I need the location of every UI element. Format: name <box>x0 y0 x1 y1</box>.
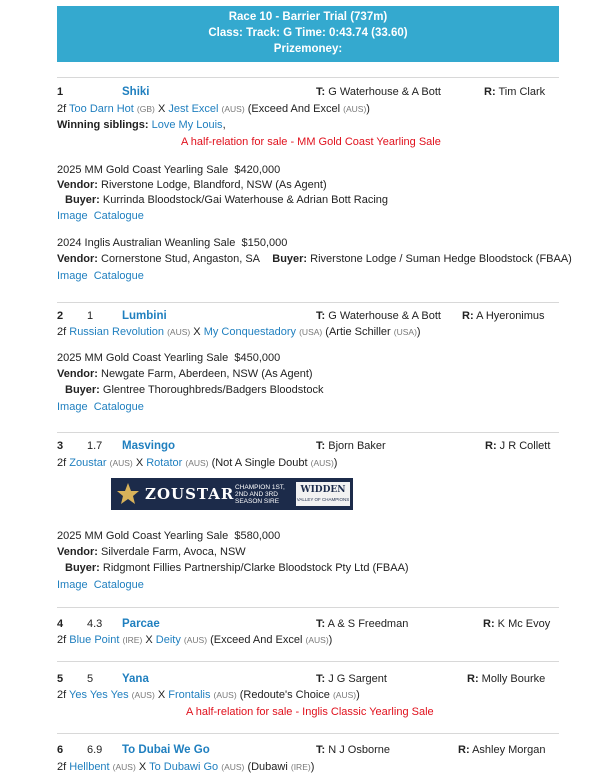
buyer-label: Buyer: <box>65 562 100 574</box>
horse-name-link[interactable]: Shiki <box>122 86 150 98</box>
finish-position: 6 <box>57 744 64 756</box>
dam-country: (AUS) <box>221 104 245 114</box>
banner-stud: WIDDEN <box>300 485 346 495</box>
trainer-name: A & S Freedman <box>327 618 409 630</box>
sire-country: (AUS) <box>131 690 155 700</box>
trainer-label: T: <box>316 673 326 685</box>
damsire-country: (AUS) <box>310 458 334 468</box>
buyer-label: Buyer: <box>65 194 100 206</box>
close-paren: ) <box>416 326 421 338</box>
divider <box>57 77 559 78</box>
sire-link[interactable]: Russian Revolution <box>69 326 165 338</box>
vendor-label: Vendor: <box>57 179 98 191</box>
close-paren: ) <box>366 103 370 115</box>
divider <box>57 302 559 303</box>
jockey-label: R: <box>485 440 497 452</box>
trainer-label: T: <box>316 744 326 756</box>
odds: 4.3 <box>87 618 103 630</box>
sire-country: (AUS) <box>112 762 136 772</box>
finish-position: 4 <box>57 618 64 630</box>
damsire: (Dubawi <box>247 761 288 773</box>
dam-link[interactable]: Deity <box>155 634 181 646</box>
banner-tagline: CHAMPION 1ST, 2ND AND 3RD SEASON SIRE <box>235 484 285 505</box>
sire-country: (IRE) <box>122 635 143 645</box>
horse-name-link[interactable]: Lumbini <box>122 310 167 322</box>
image-link[interactable]: Image <box>57 270 88 282</box>
trainer-name: G Waterhouse & A Bott <box>328 310 441 322</box>
odds: 1.7 <box>87 440 103 452</box>
cross-symbol: X <box>138 761 147 773</box>
sire-link[interactable]: Zoustar <box>69 457 107 469</box>
buyer-label: Buyer: <box>272 253 308 265</box>
image-link[interactable]: Image <box>57 401 88 413</box>
trainer-label: T: <box>316 440 326 452</box>
dam-link[interactable]: My Conquestadory <box>203 326 297 338</box>
trainer-name: N J Osborne <box>328 744 390 756</box>
age-sex: 2f <box>57 689 67 701</box>
dam-country: (USA) <box>299 327 323 337</box>
catalogue-link[interactable]: Catalogue <box>93 401 144 413</box>
jockey-label: R: <box>484 86 496 98</box>
odds: 6.9 <box>87 744 103 756</box>
jockey-name: Tim Clark <box>498 86 546 98</box>
sale-name: 2024 Inglis Australian Weanling Sale <box>57 237 236 249</box>
age-sex: 2f <box>57 457 67 469</box>
race-class-track-time: Class: Track: G Time: 0:43.74 (33.60) <box>208 27 408 39</box>
dam-link[interactable]: Rotator <box>146 457 183 469</box>
dam-country: (AUS) <box>213 690 237 700</box>
horse-name-link[interactable]: Yana <box>122 673 149 685</box>
close-paren: ) <box>310 761 315 773</box>
sale-price: $420,000 <box>234 164 281 176</box>
half-relation-notice[interactable]: A half-relation for sale - MM Gold Coast Yearling Sale <box>181 136 441 148</box>
vendor-label: Vendor: <box>57 368 98 380</box>
sale-name: 2025 MM Gold Coast Yearling Sale <box>57 530 229 542</box>
damsire-country: (IRE) <box>290 762 311 772</box>
winning-sibling-link[interactable]: Love My Louis <box>151 119 223 131</box>
damsire-country: (AUS) <box>305 635 329 645</box>
buyer-name: Kurrinda Bloodstock/Gai Waterhouse & Adrian Bott Racing <box>102 194 389 206</box>
vendor-label: Vendor: <box>57 253 98 265</box>
damsire: (Exceed And Excel <box>210 634 303 646</box>
trainer-name: Bjorn Baker <box>328 440 386 452</box>
vendor-name: Silverdale Farm, Avoca, NSW <box>101 546 246 558</box>
catalogue-link[interactable]: Catalogue <box>93 579 144 591</box>
vendor-name: Riverstone Lodge, Blandford, NSW (As Agent) <box>101 179 327 191</box>
damsire: (Artie Schiller <box>325 326 391 338</box>
buyer-name: Glentree Thoroughbreds/Badgers Bloodstock <box>102 384 324 396</box>
dam-country: (AUS) <box>221 762 245 772</box>
buyer-name: Ridgmont Fillies Partnership/Clarke Bloodstock Pty Ltd (FBAA) <box>102 562 409 574</box>
sire-link[interactable]: Too Darn Hot <box>69 103 134 115</box>
horse-name-link[interactable]: Masvingo <box>122 440 176 452</box>
cross-symbol: X <box>135 457 144 469</box>
divider <box>57 607 559 608</box>
cross-symbol: X <box>157 689 166 701</box>
jockey-name: Ashley Morgan <box>472 744 546 756</box>
banner-brand: ZOUSTAR <box>145 485 235 503</box>
odds: 1 <box>87 310 94 322</box>
vendor-name: Newgate Farm, Aberdeen, NSW (As Agent) <box>101 368 313 380</box>
image-link[interactable]: Image <box>57 579 88 591</box>
horse-name-link[interactable]: To Dubai We Go <box>122 744 210 756</box>
half-relation-notice[interactable]: A half-relation for sale - Inglis Classic Yearling Sale <box>186 706 434 718</box>
close-paren: ) <box>333 457 338 469</box>
trainer-label: T: <box>316 618 326 630</box>
finish-position: 5 <box>57 673 64 685</box>
dam-link[interactable]: Frontalis <box>168 689 211 701</box>
sale-price: $580,000 <box>234 530 281 542</box>
dam-country: (AUS) <box>185 458 209 468</box>
divider <box>57 733 559 734</box>
sire-link[interactable]: Yes Yes Yes <box>69 689 129 701</box>
catalogue-link[interactable]: Catalogue <box>93 210 144 222</box>
finish-position: 3 <box>57 440 64 452</box>
cross-symbol: X <box>157 103 166 115</box>
divider <box>57 661 559 662</box>
damsire: (Exceed And Excel <box>247 103 341 115</box>
zoustar-advertisement-banner[interactable] <box>111 478 353 510</box>
dam-country: (AUS) <box>183 635 208 645</box>
sale-price: $450,000 <box>234 352 281 364</box>
trainer-label: T: <box>316 86 326 98</box>
sire-country: (AUS) <box>167 327 191 337</box>
sire-country: (AUS) <box>109 458 133 468</box>
jockey-name: Molly Bourke <box>481 673 546 685</box>
age-sex: 2f <box>57 761 67 773</box>
winning-siblings-label: Winning siblings: <box>57 119 149 131</box>
buyer-name: Riverstone Lodge / Suman Hedge Bloodstock (FBAA) <box>310 253 572 265</box>
damsire: (Redoute's Choice <box>239 689 330 701</box>
dam-link[interactable]: To Dubawi Go <box>149 761 219 773</box>
sire-link[interactable]: Hellbent <box>69 761 110 773</box>
damsire-country: (USA) <box>393 327 417 337</box>
divider <box>57 432 559 433</box>
race-prizemoney: Prizemoney: <box>273 43 343 55</box>
finish-position: 2 <box>57 310 64 322</box>
sale-price: $150,000 <box>241 237 288 249</box>
close-paren: ) <box>328 634 333 646</box>
trainer-name: G Waterhouse & A Bott <box>328 86 441 98</box>
banner-stud-sub: VALLEY OF CHAMPIONS <box>296 497 350 502</box>
sale-name: 2025 MM Gold Coast Yearling Sale <box>57 164 229 176</box>
catalogue-link[interactable]: Catalogue <box>93 270 144 282</box>
race-title: Race 10 - Barrier Trial (737m) <box>228 11 388 23</box>
close-paren: ) <box>356 689 360 701</box>
jockey-label: R: <box>458 744 470 756</box>
cross-symbol: X <box>193 326 201 338</box>
jockey-name: K Mc Evoy <box>497 618 551 630</box>
jockey-label: R: <box>467 673 479 685</box>
damsire-country: (AUS) <box>343 104 367 114</box>
trainer-label: T: <box>316 310 326 322</box>
sire-country: (GB) <box>136 104 155 114</box>
horse-name-link[interactable]: Parcae <box>122 618 160 630</box>
jockey-label: R: <box>462 310 474 322</box>
jockey-label: R: <box>483 618 495 630</box>
sire-link[interactable]: Blue Point <box>69 634 120 646</box>
cross-symbol: X <box>145 634 153 646</box>
sale-name: 2025 MM Gold Coast Yearling Sale <box>57 352 229 364</box>
damsire-country: (AUS) <box>332 690 357 700</box>
odds: 5 <box>87 673 94 685</box>
age-sex: 2f <box>57 326 67 338</box>
age-sex: 2f <box>57 634 67 646</box>
damsire: (Not A Single Doubt <box>211 457 308 469</box>
race-header <box>57 6 559 62</box>
vendor-name: Cornerstone Stud, Angaston, SA <box>101 253 261 265</box>
jockey-name: J R Collett <box>499 440 551 452</box>
finish-position: 1 <box>57 86 64 98</box>
vendor-label: Vendor: <box>57 546 98 558</box>
image-link[interactable]: Image <box>57 210 88 222</box>
jockey-name: A Hyeronimus <box>476 310 545 322</box>
trainer-name: J G Sargent <box>328 673 387 685</box>
age-sex: 2f <box>57 103 67 115</box>
dam-link[interactable]: Jest Excel <box>168 103 219 115</box>
buyer-label: Buyer: <box>65 384 100 396</box>
